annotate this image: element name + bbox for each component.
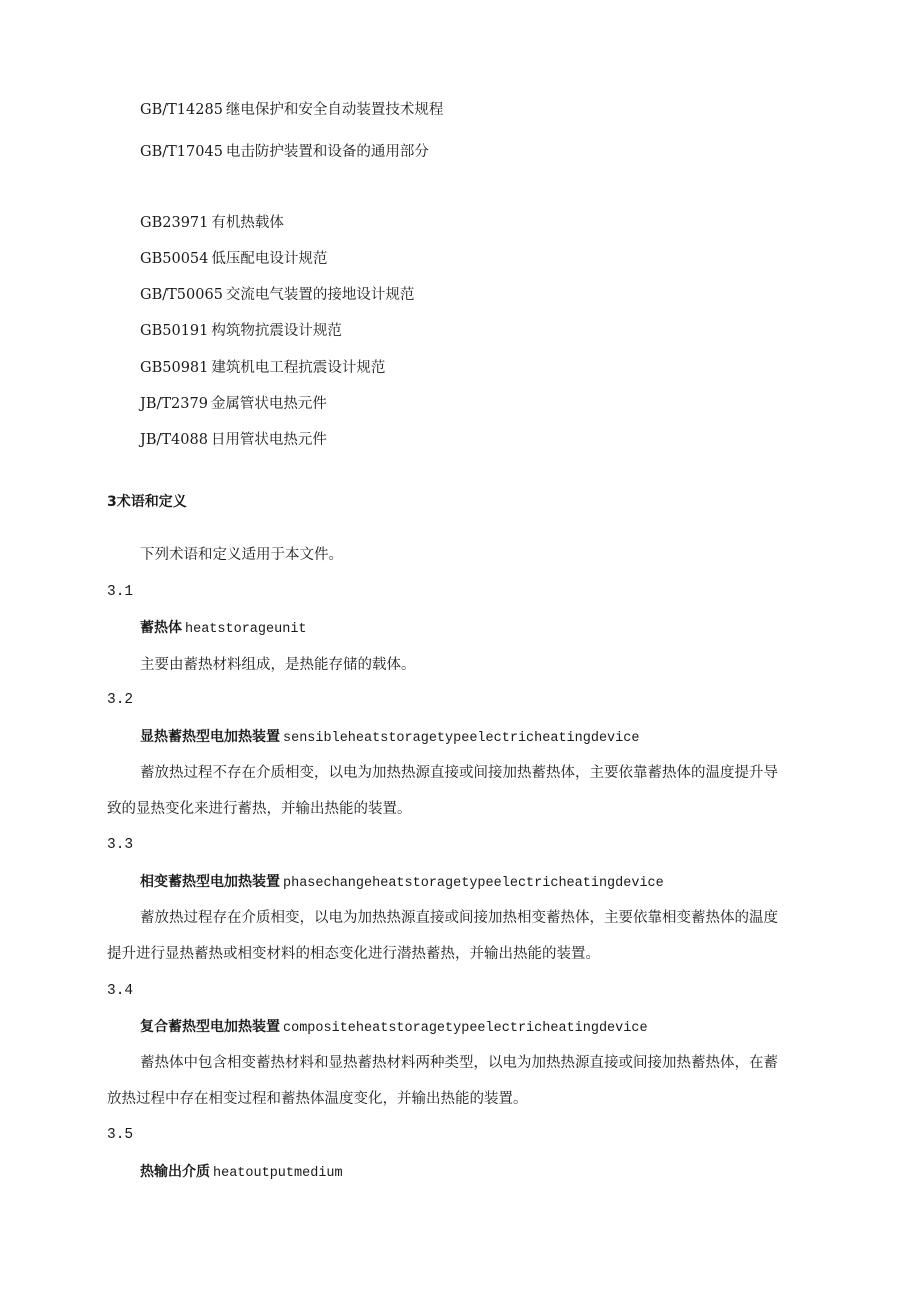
term-definition-continued: 致的显热变化来进行蓄热，并输出热能的装置。: [107, 801, 412, 817]
reference-code: GB50191: [140, 323, 209, 339]
term-chinese: 相变蓄热型电加热装置: [140, 874, 280, 890]
term-english: sensibleheatstoragetypeelectricheatingdevice: [283, 731, 640, 746]
reference-title: 日用管状电热元件: [210, 432, 327, 448]
reference-item: [140, 321, 342, 341]
reference-title: 金属管状电热元件: [210, 396, 327, 412]
term-definition-continued: 放热过程中存在相变过程和蓄热体温度变化，并输出热能的装置。: [107, 1091, 528, 1107]
term-english: heatoutputmedium: [213, 1166, 343, 1181]
term-title: [140, 727, 639, 749]
term-number: 3.3: [107, 837, 134, 853]
reference-item: [140, 394, 327, 414]
reference-title: 电击防护装置和设备的通用部分: [225, 144, 429, 160]
section-heading: 3术语和定义: [107, 494, 187, 510]
reference-code: JB/T2379: [140, 396, 208, 412]
term-definition-continued: 提升进行显热蓄热或相变材料的相态变化进行潜热蓄热，并输出热能的装置。: [107, 946, 600, 962]
term-chinese: 热输出介质: [140, 1164, 210, 1180]
reference-title: 继电保护和安全自动装置技术规程: [225, 102, 444, 118]
term-number: 3.5: [107, 1127, 134, 1143]
reference-code: GB/T14285: [140, 102, 223, 118]
term-number: 3.1: [107, 584, 134, 600]
reference-code: JB/T4088: [140, 432, 208, 448]
reference-code: GB23971: [140, 215, 209, 231]
term-chinese: 复合蓄热型电加热装置: [140, 1019, 280, 1035]
term-title: [140, 872, 664, 894]
term-definition: 蓄放热过程存在介质相变，以电为加热热源直接或间接加热相变蓄热体，主要依靠相变蓄热体的温度: [140, 910, 778, 926]
reference-code: GB50981: [140, 360, 209, 376]
term-english: heatstorageunit: [185, 622, 307, 637]
reference-title: 交流电气装置的接地设计规范: [225, 287, 415, 303]
term-number: 3.4: [107, 983, 134, 999]
reference-item: [140, 142, 429, 162]
section-intro: 下列术语和定义适用于本文件。: [140, 547, 343, 563]
reference-item: [140, 213, 284, 233]
term-title: [140, 1017, 648, 1039]
term-definition: 蓄放热过程不存在介质相变，以电为加热热源直接或间接加热蓄热体，主要依靠蓄热体的温度提升导: [140, 765, 778, 781]
term-number: 3.2: [107, 692, 134, 708]
reference-title: 低压配电设计规范: [211, 251, 328, 267]
term-definition: 蓄热体中包含相变蓄热材料和显热蓄热材料两种类型，以电为加热热源直接或间接加热蓄热体，在蓄: [140, 1055, 778, 1071]
reference-title: 有机热载体: [211, 215, 284, 231]
term-english: phasechangeheatstoragetypeelectricheatingdevice: [283, 876, 664, 891]
reference-item: [140, 100, 443, 120]
term-title: [140, 1162, 343, 1184]
reference-title: 构筑物抗震设计规范: [211, 323, 342, 339]
reference-item: [140, 285, 414, 305]
term-chinese: 显热蓄热型电加热装置: [140, 729, 280, 745]
reference-item: [140, 249, 327, 269]
reference-code: GB50054: [140, 251, 209, 267]
reference-item: [140, 430, 327, 450]
term-chinese: 蓄热体: [140, 620, 182, 636]
term-title: [140, 618, 307, 640]
reference-code: GB/T50065: [140, 287, 223, 303]
term-definition: 主要由蓄热材料组成，是热能存储的载体。: [140, 657, 416, 673]
reference-item: [140, 358, 385, 378]
term-english: compositeheatstoragetypeelectricheatingdevice: [283, 1021, 648, 1036]
reference-title: 建筑机电工程抗震设计规范: [211, 360, 386, 376]
reference-code: GB/T17045: [140, 144, 223, 160]
